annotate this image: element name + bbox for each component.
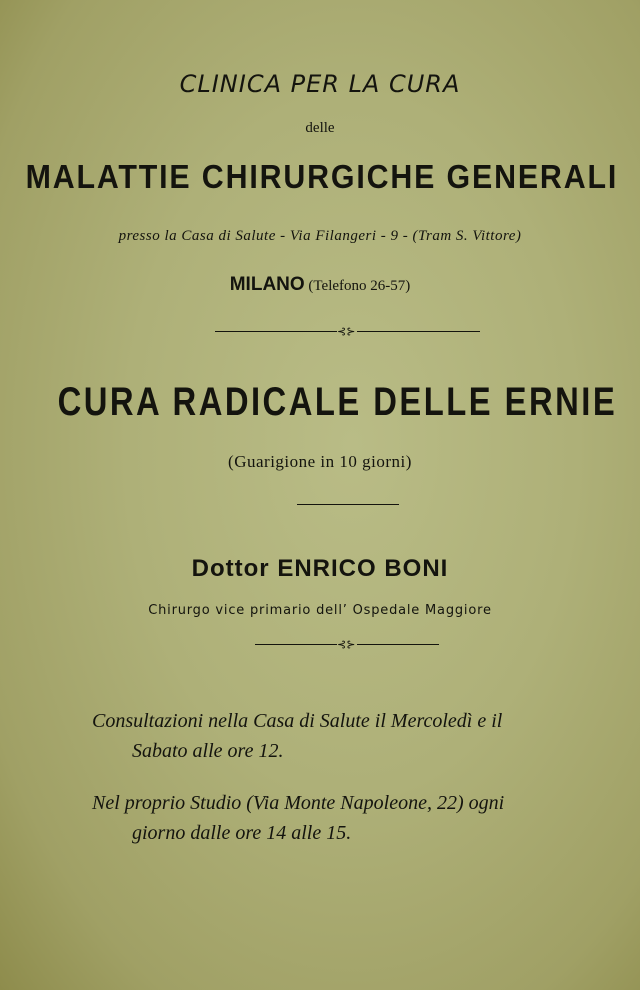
divider-rule-right	[357, 331, 480, 332]
headline: CURA RADICALE DELLE ERNIE	[57, 380, 618, 424]
consultations-line-2: Sabato alle ore 12.	[132, 740, 284, 762]
divider-ornament: ⊰⊱	[337, 325, 356, 338]
subject-title: MALATTIE CHIRURGICHE GENERALI	[25, 158, 619, 195]
city-name: MILANO	[229, 274, 305, 295]
divider-rule-right-2	[357, 644, 439, 645]
divider-ornament-2: ⊰⊱	[337, 638, 356, 651]
divider-rule-left-2	[255, 644, 337, 645]
consultations-line-1: Consultazioni nella Casa di Salute il Mercoledì e il	[92, 710, 503, 732]
short-divider	[297, 504, 399, 505]
studio-line-1: Nel proprio Studio (Via Monte Napoleone, 22) ogni	[92, 792, 505, 814]
city-line	[0, 274, 640, 296]
doctor-name: Dottor ENRICO BONI	[191, 555, 449, 582]
studio-paragraph	[92, 788, 604, 848]
clinic-title: CLINICA PER LA CURA	[179, 70, 461, 98]
phone-number: (Telefono 26-57)	[308, 278, 411, 294]
consultations-paragraph	[92, 706, 604, 766]
subheadline: (Guarigione in 10 giorni)	[228, 452, 412, 471]
address-line: presso la Casa di Salute - Via Filangeri - 9 - (Tram S. Vittore)	[118, 228, 522, 244]
connector-text: delle	[305, 120, 335, 136]
divider-rule-left	[215, 331, 337, 332]
doctor-role: Chirurgo vice primario dell’ Ospedale Maggiore	[148, 603, 492, 618]
studio-line-2: giorno dalle ore 14 alle 15.	[132, 822, 352, 844]
